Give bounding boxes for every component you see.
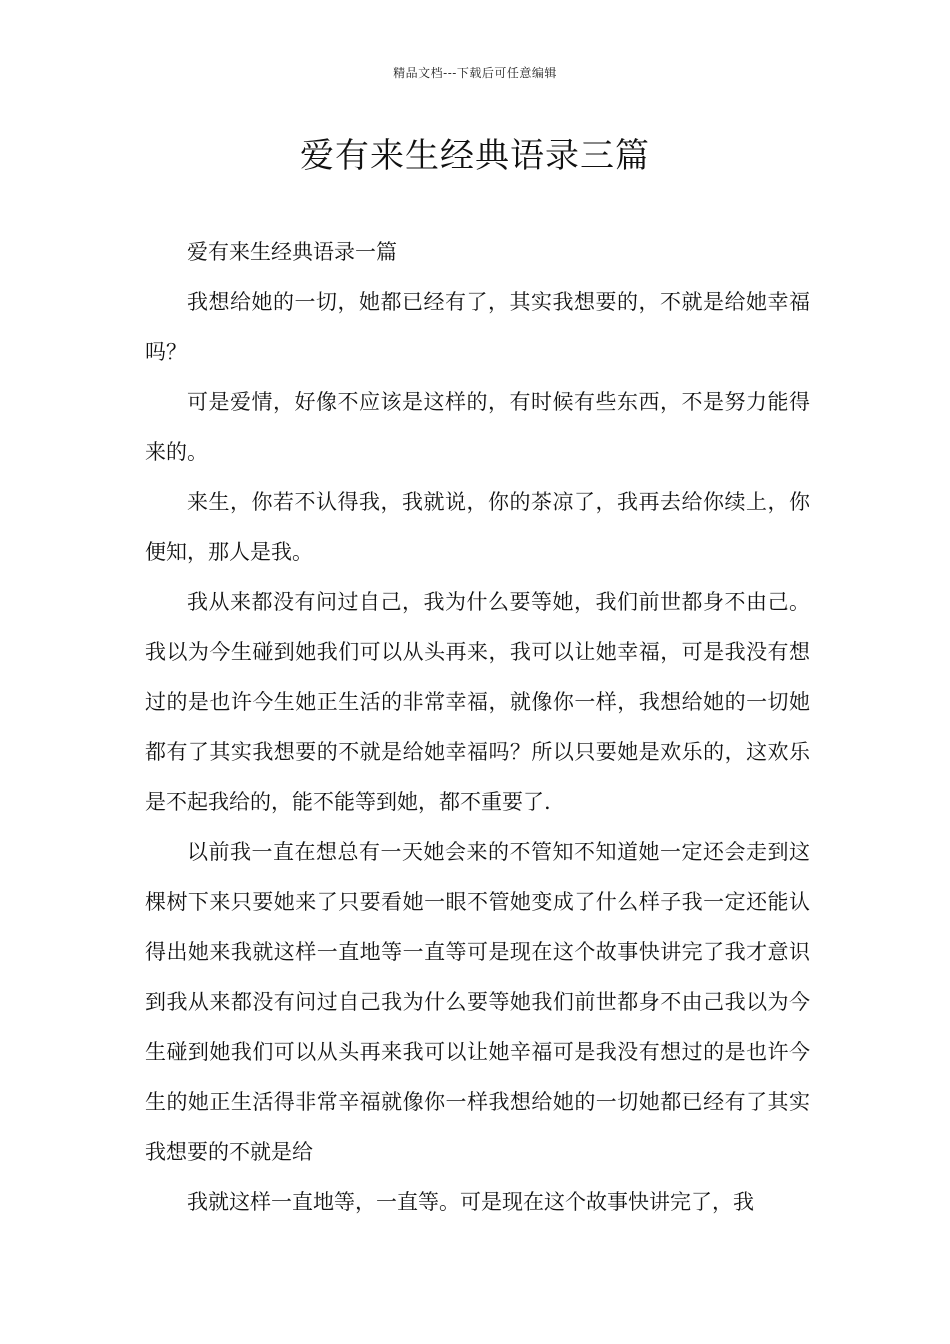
document-title: 爱有来生经典语录三篇 <box>300 136 650 176</box>
paragraph: 我就这样一直地等，一直等。可是现在这个故事快讲完了，我 <box>187 1190 754 1214</box>
paragraph: 以前我一直在想总有一天她会来的不管知不知道她一定还会走到这棵树下来只要她来了只要看她一眼不管她变成了什么样子我一定还能认得出她来我就这样一直地等一直等可是现在这个故事快讲完了我才意识到我从来都没有问过自己我为什么要等她我们前世都身不由己我以为今生碰到她我们可以从头再来我可以让她辛福可是我没有想过的是也许今生的她正生活得非常辛福就像你一样我想给她的一切她都已经有了其实我想要的不就是给 <box>145 840 810 1164</box>
paragraph: 来生，你若不认得我，我就说，你的茶凉了，我再去给你续上，你便知，那人是我。 <box>145 490 810 564</box>
paragraph: 我从来都没有问过自己，我为什么要等她，我们前世都身不由己。我以为今生碰到她我们可以从头再来，我可以让她幸福，可是我没有想过的是也许今生她正生活的非常幸福，就像你一样，我想给她的一切她都有了其实我想要的不就是给她幸福吗？所以只要她是欢乐的，这欢乐是不起我给的，能不能等到她，都不重要了. <box>145 590 810 814</box>
section-heading: 爱有来生经典语录一篇 <box>187 240 397 264</box>
header-note: 精品文档---下载后可任意编辑 <box>393 66 557 80</box>
document-body <box>145 227 810 1227</box>
paragraph: 可是爱情，好像不应该是这样的，有时候有些东西，不是努力能得来的。 <box>145 390 810 464</box>
paragraph: 我想给她的一切，她都已经有了，其实我想要的，不就是给她幸福吗？ <box>145 290 810 364</box>
